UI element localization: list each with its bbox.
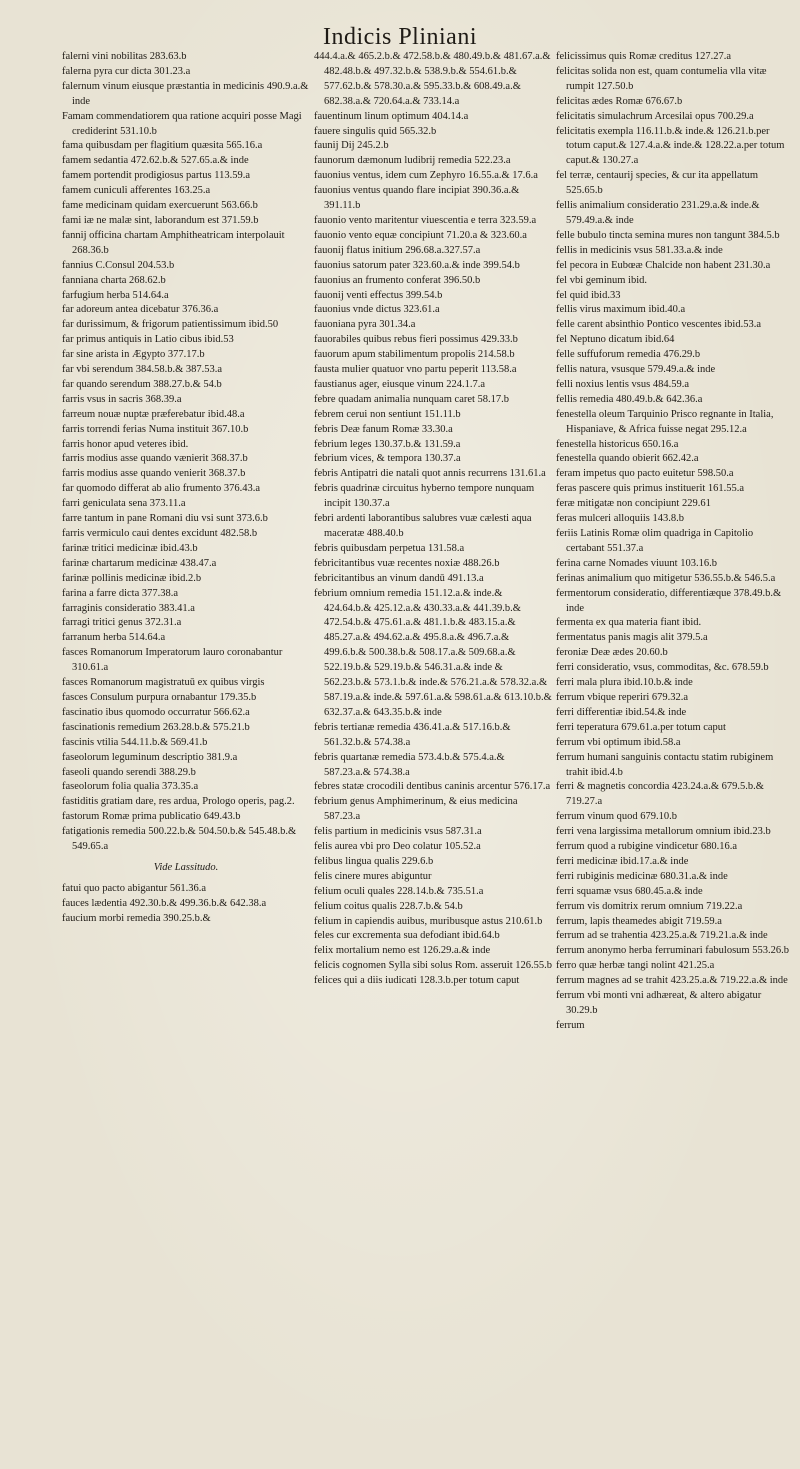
index-entry: felli noxius lentis vsus 484.59.a — [556, 378, 689, 390]
index-entry: ferri rubiginis medicinæ 680.31.a.& inde — [556, 870, 728, 882]
index-entry: ferri differentiæ ibid.54.& inde — [556, 706, 687, 718]
index-entry: feram impetus quo pacto euitetur 598.50.a — [556, 468, 734, 480]
index-entry: fel terræ, centaurij species, & cur ita appellatum 525.65.b — [556, 170, 759, 197]
index-entry: farraginis consideratio 383.41.a — [62, 602, 195, 614]
index-column-middle — [314, 50, 552, 1460]
index-entry: fascinatio ibus quomodo occurratur 566.62.a — [62, 706, 250, 718]
index-entry: farinæ pollinis medicinæ ibid.2.b — [62, 572, 202, 584]
index-entry: faunorum dæmonum ludibrij remedia 522.23.a — [314, 155, 511, 167]
index-entry: fauorabiles quibus rebus fieri possimus 429.33.b — [314, 334, 518, 346]
index-entry: farranum herba 514.64.a — [62, 632, 166, 644]
index-entry: farris honor apud veteres ibid. — [62, 438, 189, 450]
index-entry: feras mulceri alloquiis 143.8.b — [556, 513, 685, 525]
index-entry: febre quadam animalia nunquam caret 58.17.b — [314, 393, 510, 405]
index-entry: 444.4.a.& 465.2.b.& 472.58.b.& 480.49.b.& 481.67.a.& 482.48.b.& 497.32.b.& 538.9.b.& 554.61.b.& 577.62.b.& 578.30.a.& 595.33.b.& 608.49.a.& 682.38.a.& 720.64.a.& 733.14.a — [314, 51, 551, 107]
index-entry: fauonij flatus initium 296.68.a.327.57.a — [314, 244, 481, 256]
index-entry: fauere singulis quid 565.32.b — [314, 125, 437, 137]
index-entry: ferri squamæ vsus 680.45.a.& inde — [556, 885, 703, 897]
index-entry: felium oculi quales 228.14.b.& 735.51.a — [314, 885, 484, 897]
index-entry: far adoreum antea dicebatur 376.36.a — [62, 304, 219, 316]
index-entry: fauonio vento equæ concipiunt 71.20.a & 323.60.a — [314, 229, 527, 241]
index-entry: farragi tritici genus 372.31.a — [62, 617, 182, 629]
index-entry: fasces Romanorum magistratuū ex quibus virgis — [62, 677, 265, 689]
index-entry: fellis virus maximum ibid.40.a — [556, 304, 686, 316]
index-entry: ferinas animalium quo mitigetur 536.55.b.& 546.5.a — [556, 572, 776, 584]
index-entry: febrium genus Amphimerinum, & eius medicina 587.23.a — [314, 796, 518, 823]
index-entry: feræ mitigatæ non concipiunt 229.61 — [556, 498, 711, 510]
index-entry: fauoniana pyra 301.34.a — [314, 319, 416, 331]
index-entry: fenestella oleum Tarquinio Prisco regnante in Italia, Hispaniave, & Africa fuisse negat 295.12.a — [556, 408, 774, 435]
index-entry: fel Neptuno dicatum ibid.64 — [556, 334, 675, 346]
index-entry: falerni vini nobilitas 283.63.b — [62, 51, 187, 62]
index-entry: felicitas ædes Romæ 676.67.b — [556, 95, 683, 107]
index-entry: fasces Romanorum Imperatorum lauro coronabantur 310.61.a — [62, 647, 283, 674]
index-entry: febricitantibus vuæ recentes noxiæ 488.26.b — [314, 557, 500, 569]
index-entry: farfugium herba 514.64.a — [62, 289, 169, 301]
index-entry: fenestella historicus 650.16.a — [556, 438, 679, 450]
index-entry: faucium morbi remedia 390.25.b.& — [62, 912, 211, 924]
index-entry: fauonius satorum pater 323.60.a.& inde 399.54.b — [314, 259, 520, 271]
index-entry: fauces lædentia 492.30.b.& 499.36.b.& 642.38.a — [62, 897, 267, 909]
index-entry: far quomodo differat ab alio frumento 376.43.a — [62, 483, 261, 495]
index-entry: felis aurea vbi pro Deo colatur 105.52.a — [314, 841, 481, 853]
index-entry: fermenta ex qua materia fiant ibid. — [556, 617, 702, 629]
index-entry: farina a farre dicta 377.38.a — [62, 587, 179, 599]
index-entry: ferrum, lapis theamedes abigit 719.59.a — [556, 915, 722, 927]
index-entry: ferrum magnes ad se trahit 423.25.a.& 719.22.a.& inde — [556, 975, 788, 987]
index-entry: felices qui a diis iudicati 128.3.b.per totum caput — [314, 975, 520, 987]
index-entry: farre tantum in pane Romani diu vsi sunt 373.6.b — [62, 513, 268, 525]
index-entry: feriis Latinis Romæ olim quadriga in Capitolio certabant 551.37.a — [556, 528, 754, 554]
index-entry: fel vbi geminum ibid. — [556, 274, 647, 286]
index-entry: ferina carne Nomades viuunt 103.16.b — [556, 557, 717, 569]
index-entry: famem sedantia 472.62.b.& 527.65.a.& inde — [62, 155, 249, 167]
page-header-title: Indicis Pliniani — [323, 24, 477, 50]
index-entry: felicitatis simulachrum Arcesilai opus 700.29.a — [556, 110, 754, 122]
index-entry: farris vsus in sacris 368.39.a — [62, 393, 182, 405]
index-entry: faseoli quando serendi 388.29.b — [62, 766, 196, 778]
index-entry: felicissimus quis Romæ creditus 127.27.a — [556, 51, 731, 62]
index-entry: febrium omnium remedia 151.12.a.& inde.& 424.64.b.& 425.12.a.& 430.33.a.& 441.39.b.& 472.54.b.& 475.61.a.& 481.1.b.& 483.15.a.& 485.27.a.& 494.62.a.& 495.8.a.& 496.7.a.& 499.6.b.& 500.38.b.& 508.17.a.& 509.68.a.& 522.19.b.& 529.19.b.& 546.31.a.& inde & 562.23.b.& 573.1.b.& inde.& 576.21.a.& 578.32.a.& 587.19.a.& inde.& 597.61.a.& 598.61.a.& 613.10.b.& 632.37.a.& 643.35.b.& inde — [314, 587, 552, 718]
index-entry: fasces Consulum purpura ornabantur 179.35.b — [62, 691, 257, 703]
index-entry: felicitas solida non est, quam contumelia vlla vitæ rumpit 127.50.b — [556, 65, 767, 92]
index-entry: famem portendit prodigiosus partus 113.59.a — [62, 170, 250, 182]
index-entry: fellis natura, vsusque 579.49.a.& inde — [556, 364, 716, 376]
index-entry: fauonius vnde dictus 323.61.a — [314, 304, 440, 316]
index-entry: ferrum vbi monti vni adhæreat, & altero abigatur 30.29.b — [556, 990, 762, 1016]
index-entry: falerna pyra cur dicta 301.23.a — [62, 65, 191, 77]
index-entry: febris Antipatri die natali quot annis recurrens 131.61.a — [314, 468, 546, 480]
index-entry: farris vermiculo caui dentes excidunt 482.58.b — [62, 528, 258, 539]
index-entry: fannij officina chartam Amphitheatricam interpolauit 268.36.b — [62, 229, 285, 256]
index-entry: felis partium in medicinis vsus 587.31.a — [314, 826, 482, 838]
index-entry: fastiditis gratiam dare, res ardua, Prologo operis, pag.2. — [62, 796, 295, 808]
index-entry: fellis remedia 480.49.b.& 642.36.a — [556, 393, 703, 405]
index-entry: faustianus ager, eiusque vinum 224.1.7.a — [314, 378, 486, 390]
index-entry: fastorum Romæ prima publicatio 649.43.b — [62, 811, 241, 823]
index-entry: fami iæ ne malæ sint, laborandum est 371.59.b — [62, 214, 259, 226]
index-entry: fellis in medicinis vsus 581.33.a.& inde — [556, 244, 723, 256]
index-entry: fannius C.Consul 204.53.b — [62, 259, 175, 271]
index-entry: farris modius asse quando vænierit 368.37.b — [62, 453, 248, 465]
index-entry: falernum vinum eiusque præstantia in medicinis 490.9.a.& inde — [62, 80, 309, 107]
index-entry: fanniana charta 268.62.b — [62, 274, 166, 286]
index-entry: ferrum ad se trahentia 423.25.a.& 719.21.a.& inde — [556, 930, 768, 942]
index-entry: farreum nouæ nuptæ præferebatur ibid.48.a — [62, 408, 245, 420]
index-entry: faseolorum folia qualia 373.35.a — [62, 781, 199, 793]
index-entry: febris quartanæ remedia 573.4.b.& 575.4.a.& 587.23.a.& 574.38.a — [314, 751, 505, 778]
index-entry: fel quid ibid.33 — [556, 289, 621, 301]
index-entry: fausta mulier quatuor vno partu peperit 113.58.a — [314, 364, 517, 376]
index-entry: ferri mala plura ibid.10.b.& inde — [556, 677, 693, 689]
index-entry: fascinis vtilia 544.11.b.& 569.41.b — [62, 736, 208, 748]
index-entry: febris quibusdam perpetua 131.58.a — [314, 542, 465, 554]
index-column-left — [62, 50, 310, 1460]
index-entry: febris tertianæ remedia 436.41.a.& 517.16.b.& 561.32.b.& 574.38.a — [314, 721, 511, 748]
index-entry: fellis animalium consideratio 231.29.a.& inde.& 579.49.a.& inde — [556, 200, 760, 226]
index-entry: fauonius an frumento conferat 396.50.b — [314, 274, 481, 286]
index-entry: far vbi serendum 384.58.b.& 387.53.a — [62, 364, 223, 376]
index-entry: febris Deæ fanum Romæ 33.30.a — [314, 423, 453, 435]
index-entry: felibus lingua qualis 229.6.b — [314, 855, 434, 867]
index-entry: fame medicinam quidam exercuerunt 563.66.b — [62, 200, 258, 212]
index-entry: famem cuniculi afferentes 163.25.a — [62, 185, 211, 197]
index-entry: fatui quo pacto abigantur 561.36.a — [62, 882, 207, 894]
index-entry: ferri consideratio, vsus, commoditas, &c. 678.59.b — [556, 662, 769, 674]
index-entry: faseolorum leguminum descriptio 381.9.a — [62, 751, 238, 763]
index-entry: fauonio vento maritentur viuescentia e terra 323.59.a — [314, 214, 537, 226]
index-entry: ferri medicinæ ibid.17.a.& inde — [556, 855, 689, 867]
index-entry: febrem cerui non sentiunt 151.11.b — [314, 408, 461, 420]
index-entry: farris modius asse quando venierit 368.37.b — [62, 468, 246, 480]
index-entry: farinæ tritici medicinæ ibid.43.b — [62, 542, 198, 554]
index-entry: ferrum vis domitrix rerum omnium 719.22.a — [556, 900, 743, 912]
index-entry: felle carent absinthio Pontico vescentes ibid.53.a — [556, 319, 761, 331]
index-entry: far quando serendum 388.27.b.& 54.b — [62, 378, 222, 390]
index-entry: ferri vena largissima metallorum omnium ibid.23.b — [556, 826, 771, 838]
index-entry: ferri teperatura 679.61.a.per totum caput — [556, 721, 726, 733]
index-entry: fama quibusdam per flagitium quæsita 565.16.a — [62, 140, 263, 152]
index-entry: febri ardenti laborantibus salubres vuæ cælesti aqua maceratæ 488.40.b — [314, 513, 532, 539]
cross-reference: Vide Lassitudo. — [153, 861, 219, 873]
index-entry: felis cinere mures abiguntur — [314, 870, 432, 882]
index-entry: ferrum humani sanguinis contactu statim rubiginem trahit ibid.4.b — [556, 751, 774, 778]
index-entry: fauonij venti effectus 399.54.b — [314, 289, 443, 301]
index-entry: felicis cognomen Sylla sibi solus Rom. asseruit 126.55.b — [314, 960, 552, 972]
index-entry: febris quadrinæ circuitus hyberno tempore nunquam incipit 130.37.a — [314, 483, 535, 510]
index-entry: farinæ chartarum medicinæ 438.47.a — [62, 557, 217, 569]
index-entry: fermentatus panis magis alit 379.5.a — [556, 632, 708, 644]
index-entry: ferrum vinum quod 679.10.b — [556, 811, 678, 823]
index-entry: ferrum — [556, 1019, 585, 1031]
index-entry: fenestella quando obierit 662.42.a — [556, 453, 699, 465]
index-entry: febricitantibus an vinum dandū 491.13.a — [314, 572, 484, 584]
index-entry: fel pecora in Eubœæ Chalcide non habent 231.30.a — [556, 259, 771, 271]
index-entry: felium in capiendis auibus, muribusque astus 210.61.b — [314, 915, 543, 927]
index-entry: far primus antiquis in Latio cibus ibid.53 — [62, 334, 234, 346]
index-entry: fauentinum linum optimum 404.14.a — [314, 110, 469, 122]
index-entry: feroniæ Deæ ædes 20.60.b — [556, 647, 668, 659]
index-entry: far durissimum, & frigorum patientissimum ibid.50 — [62, 319, 279, 331]
index-entry: ferrum vbique reperiri 679.32.a — [556, 691, 689, 703]
index-entry: felix mortalium nemo est 126.29.a.& inde — [314, 945, 491, 957]
index-entry: faunij Dij 245.2.b — [314, 140, 389, 152]
index-entry: fatigationis remedia 500.22.b.& 504.50.b.& 545.48.b.& 549.65.a — [62, 826, 297, 853]
index-entry: felium coitus qualis 228.7.b.& 54.b — [314, 900, 463, 912]
index-entry: fascinationis remedium 263.28.b.& 575.21.b — [62, 721, 250, 733]
index-entry: fauorum apum stabilimentum propolis 214.58.b — [314, 349, 515, 361]
index-entry: farris torrendi ferias Numa instituit 367.10.b — [62, 423, 249, 435]
index-entry: fauonius ventus quando flare incipiat 390.36.a.& 391.11.b — [314, 185, 520, 212]
index-entry: felle suffuforum remedia 476.29.b — [556, 349, 701, 361]
index-entry: febres statæ crocodili dentibus caninis arcentur 576.17.a — [314, 781, 551, 793]
index-entry: ferrum anonymo herba ferruminari fabulosum 553.26.b — [556, 945, 789, 957]
index-entry: fauonius ventus, idem cum Zephyro 16.55.a.& 17.6.a — [314, 170, 538, 182]
index-entry: Famam commendatiorem qua ratione acquiri posse Magi crediderint 531.10.b — [62, 110, 302, 137]
index-entry: feras pascere quis primus instituerit 161.55.a — [556, 483, 745, 495]
index-entry: febrium leges 130.37.b.& 131.59.a — [314, 438, 461, 450]
index-entry: ferro quæ herbæ tangi nolint 421.25.a — [556, 960, 715, 972]
index-entry: ferri & magnetis concordia 423.24.a.& 679.5.b.& 719.27.a — [556, 781, 764, 808]
index-entry: far sine arista in Ægypto 377.17.b — [62, 349, 205, 361]
index-entry: felle bubulo tincta semina mures non tangunt 384.5.b — [556, 229, 780, 241]
index-entry: ferrum quod a rubigine vindicetur 680.16.a — [556, 841, 738, 853]
index-entry: feles cur excrementa sua defodiant ibid.64.b — [314, 930, 500, 942]
index-column-right — [556, 50, 792, 1460]
index-entry: felicitatis exempla 116.11.b.& inde.& 126.21.b.per totum caput.& 127.4.a.& inde.& 128.22.a.per totum caput.& 130.27.a — [556, 125, 785, 167]
index-entry: febrium vices, & tempora 130.37.a — [314, 453, 461, 465]
index-entry: farri geniculata sena 373.11.a — [62, 498, 186, 510]
index-entry: ferrum vbi optimum ibid.58.a — [556, 736, 681, 748]
index-entry: fermentorum consideratio, differentiæque 378.49.b.& inde — [556, 587, 782, 614]
